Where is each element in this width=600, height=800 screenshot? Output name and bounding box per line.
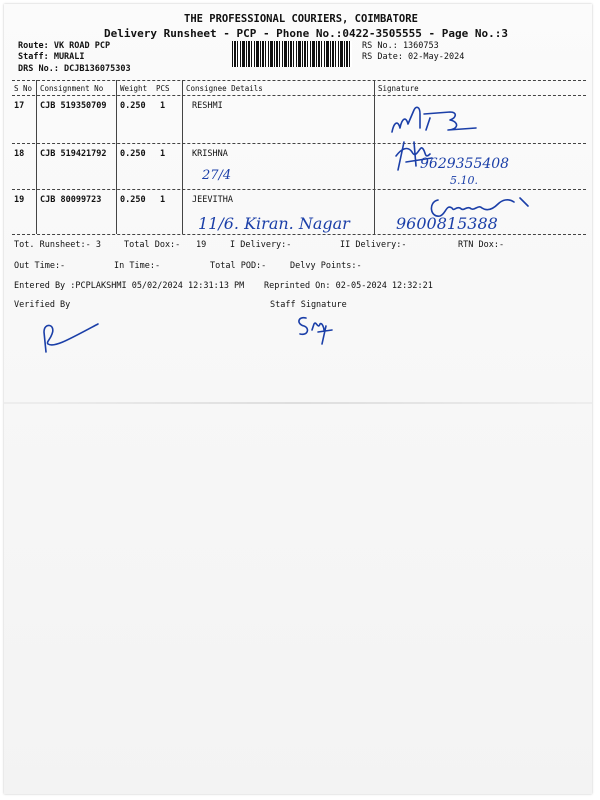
out-time: Out Time:- — [14, 261, 66, 271]
header-bottom-rule — [12, 95, 586, 96]
in-time: In Time:- — [114, 261, 161, 271]
row18-time: 5.10. — [450, 174, 478, 187]
route-label: Route: VK ROAD PCP — [18, 41, 111, 51]
table-top-rule — [12, 80, 586, 81]
row17-signature — [380, 104, 500, 140]
verified-by-label: Verified By — [14, 300, 71, 310]
row19-phone: 9600815388 — [396, 214, 498, 233]
col-header-pcs: PCS — [156, 84, 170, 93]
reprinted-on: Reprinted On: 02-05-2024 12:32:21 — [264, 281, 433, 291]
drs-number: DRS No.: DCJB136075303 — [18, 64, 131, 74]
col-header-weight: Weight — [120, 84, 148, 93]
row-consignee: JEEVITHA — [192, 195, 233, 205]
row-sno: 19 — [14, 195, 25, 205]
col-separator — [36, 80, 37, 234]
col-header-consignee: Consignee Details — [186, 84, 263, 93]
row-sno: 18 — [14, 149, 25, 159]
staff-signature-label: Staff Signature — [270, 300, 347, 310]
row-consignment: CJB 80099723 — [40, 195, 102, 205]
barcode — [232, 41, 352, 67]
col-header-consignment: Consignment No — [40, 84, 104, 93]
col-header-sno: S No — [14, 84, 33, 93]
delvy-points: Delvy Points:- — [290, 261, 362, 271]
col-separator — [182, 80, 183, 234]
total-dox-value: 19 — [196, 240, 207, 250]
staff-signature — [294, 312, 338, 348]
row-weight: 0.250 — [120, 149, 146, 159]
runsheet-title: Delivery Runsheet - PCP - Phone No.:0422-3505555 - Page No.:3 — [104, 27, 508, 40]
table-bottom-rule — [12, 234, 586, 235]
row-weight: 0.250 — [120, 195, 146, 205]
row-consignment: CJB 519350709 — [40, 101, 107, 111]
row-weight: 0.250 — [120, 101, 146, 111]
row18-phone: 9629355408 — [420, 156, 510, 172]
rs-number: RS No.: 1360753 — [362, 41, 439, 51]
entered-by: Entered By :PCPLAKSHMI 05/02/2024 12:31:13 PM — [14, 281, 245, 291]
col-header-signature: Signature — [378, 84, 419, 93]
row-pcs: 1 — [160, 149, 166, 159]
row-pcs: 1 — [160, 101, 166, 111]
total-pod: Total POD:- — [210, 261, 267, 271]
ii-delivery: II Delivery:- — [340, 240, 407, 250]
rtn-dox: RTN Dox:- — [458, 240, 505, 250]
col-separator — [116, 80, 117, 234]
row-rule — [12, 143, 586, 144]
paper-fold — [4, 402, 592, 404]
row-consignee: RESHMI — [192, 101, 223, 111]
rs-date: RS Date: 02-May-2024 — [362, 52, 465, 62]
runsheet-paper — [4, 4, 592, 794]
col-separator — [374, 80, 375, 234]
row-consignee: KRISHNA — [192, 149, 228, 159]
total-dox: Total Dox:- — [124, 240, 181, 250]
tot-runsheet: Tot. Runsheet:- 3 — [14, 240, 101, 250]
i-delivery: I Delivery:- — [230, 240, 292, 250]
row-pcs: 1 — [160, 195, 166, 205]
row18-door-number: 27/4 — [202, 168, 232, 183]
row-consignment: CJB 519421792 — [40, 149, 107, 159]
company-name: THE PROFESSIONAL COURIERS, COIMBATORE — [184, 13, 418, 25]
row19-address: 11/6. Kiran. Nagar — [198, 214, 350, 233]
staff-label: Staff: MURALI — [18, 52, 85, 62]
verifier-signature — [38, 318, 108, 356]
row-sno: 17 — [14, 101, 25, 111]
